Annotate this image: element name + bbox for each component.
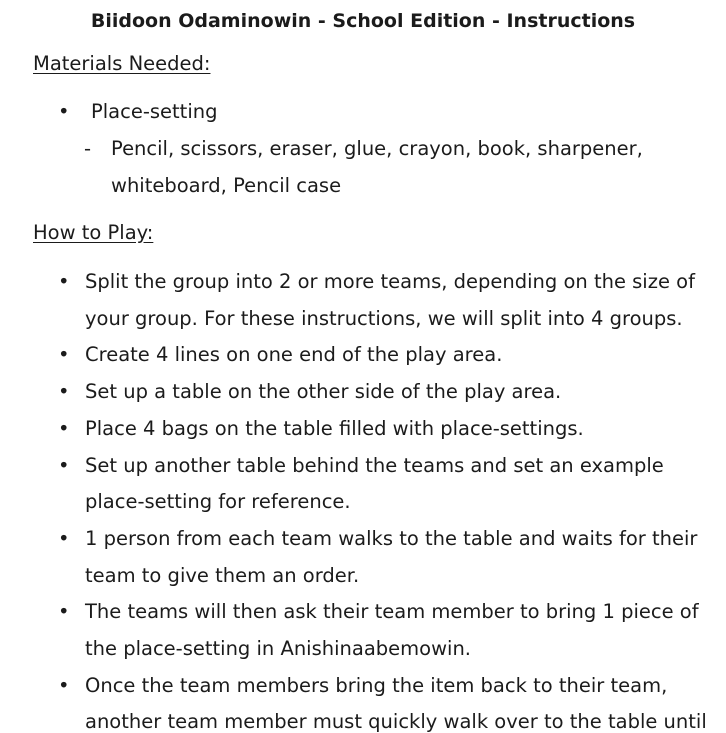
- materials-sub-line: Pencil, scissors, eraser, glue, crayon, book, sharpener,: [111, 137, 643, 160]
- instruction-line: Split the group into 2 or more teams, depending on the size of: [85, 270, 695, 293]
- bullet-icon: •: [58, 270, 70, 293]
- instruction-line: Set up another table behind the teams and set an example: [85, 454, 664, 477]
- bullet-icon: •: [58, 343, 70, 366]
- materials-heading: Materials Needed:: [33, 52, 211, 75]
- bullet-icon: •: [58, 454, 70, 477]
- bullet-icon: •: [58, 417, 70, 440]
- instruction-line: Place 4 bags on the table filled with place-settings.: [85, 417, 584, 440]
- bullet-icon: •: [58, 527, 70, 550]
- bullet-icon: •: [58, 380, 70, 403]
- bullet-icon: •: [58, 100, 70, 123]
- instruction-line: place-setting for reference.: [85, 490, 351, 513]
- dash-icon: -: [84, 137, 92, 160]
- instruction-line: Set up a table on the other side of the play area.: [85, 380, 562, 403]
- instruction-line: another team member must quickly walk over to the table until: [85, 710, 707, 733]
- bullet-icon: •: [58, 674, 70, 697]
- instruction-line: Create 4 lines on one end of the play area.: [85, 343, 503, 366]
- how-to-play-heading: How to Play:: [33, 221, 154, 244]
- instruction-line: 1 person from each team walks to the table and waits for their: [85, 527, 698, 550]
- instruction-line: Once the team members bring the item back to their team,: [85, 674, 668, 697]
- materials-sub-line: whiteboard, Pencil case: [111, 174, 342, 197]
- instruction-line: your group. For these instructions, we will split into 4 groups.: [85, 307, 683, 330]
- bullet-icon: •: [58, 600, 70, 623]
- instruction-line: The teams will then ask their team member to bring 1 piece of: [85, 600, 699, 623]
- materials-item: Place-setting: [91, 100, 218, 123]
- instruction-line: the place-setting in Anishinaabemowin.: [85, 637, 472, 660]
- instruction-line: team to give them an order.: [85, 564, 360, 587]
- document-title: Biidoon Odaminowin - School Edition - Instructions: [90, 10, 636, 32]
